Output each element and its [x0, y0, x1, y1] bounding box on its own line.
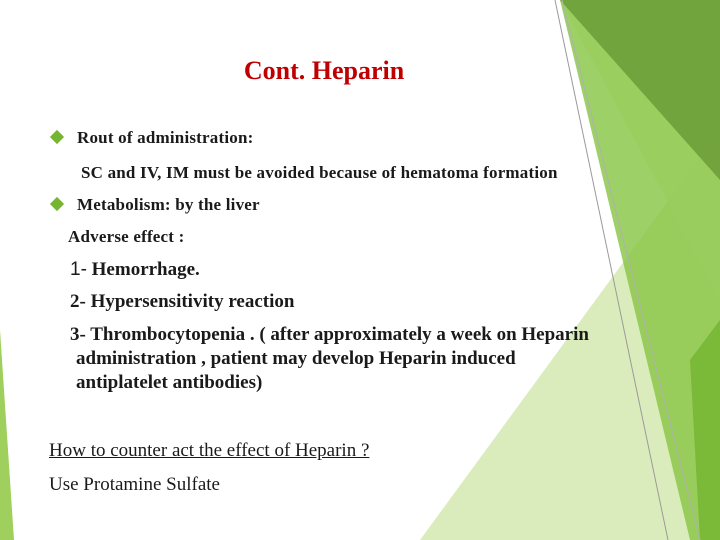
- counter-question: How to counter act the effect of Heparin ?: [49, 440, 370, 461]
- route-detail: SC and IV, IM must be avoided because of hematoma formation: [81, 163, 558, 182]
- adverse-item-1: [70, 259, 200, 281]
- adverse-item-3-line-2: administration , patient may develop Heparin induced: [76, 348, 516, 369]
- adverse-item-1-number: 1-: [70, 259, 87, 280]
- adverse-item-2: 2- Hypersensitivity reaction: [70, 291, 295, 312]
- adverse-item-1-text: Hemorrhage.: [86, 259, 200, 280]
- adverse-item-3-line-3: antiplatelet antibodies): [76, 372, 263, 393]
- slide-title: Cont. Heparin: [243, 56, 405, 85]
- metabolism-text: Metabolism: by the liver: [77, 195, 260, 214]
- adverse-heading: Adverse effect :: [68, 227, 185, 246]
- route-heading: Rout of administration:: [77, 128, 254, 147]
- counter-answer: Use Protamine Sulfate: [49, 474, 220, 495]
- left-green-sliver: [0, 330, 14, 540]
- adverse-item-3-line-1: 3- Thrombocytopenia . ( after approximately a week on Heparin: [70, 324, 589, 345]
